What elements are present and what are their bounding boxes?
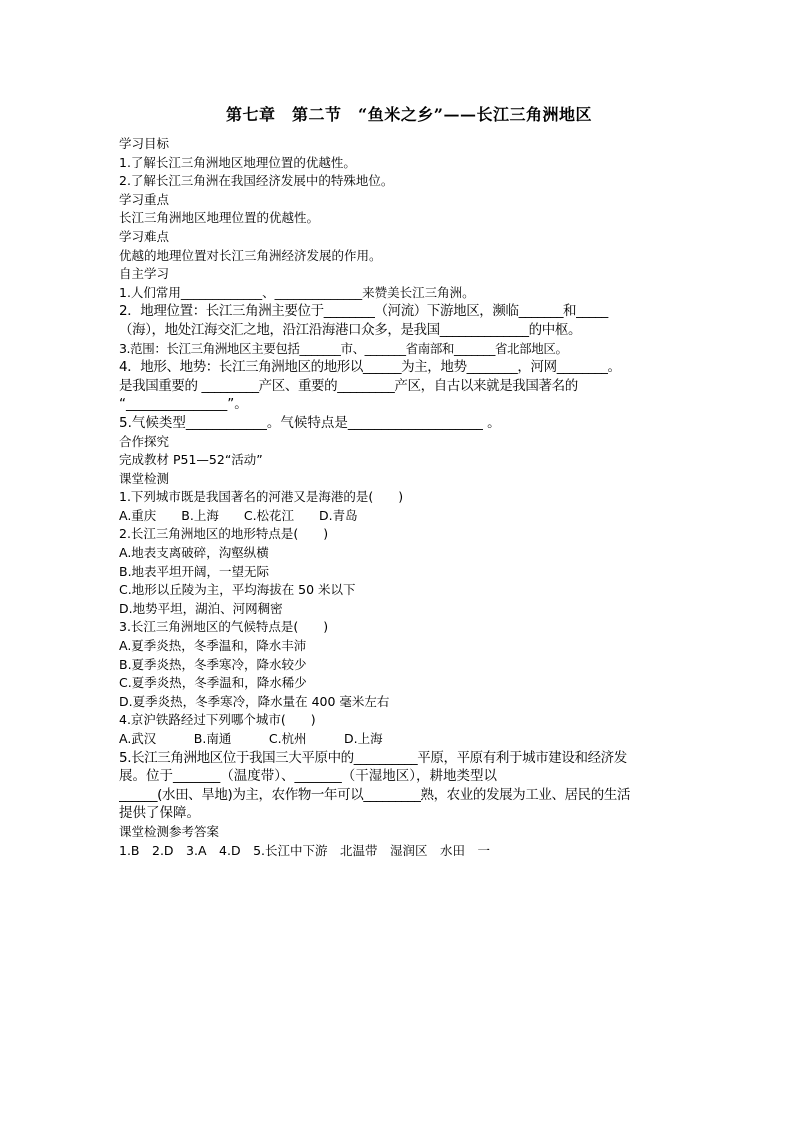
self-study-q2-line1: 2．地理位置：长江三角洲主要位于________（河流）下游地区，濒临_______和_____ (119, 303, 608, 320)
cooperation-text: 完成教材 P51—52“活动” (119, 452, 263, 468)
test-q1-options: A.重庆 B.上海 C.松花江 D.青岛 (119, 507, 358, 523)
self-study-q1: 1.人们常用_____________、______________来赞美长江三角洲。 (119, 284, 475, 300)
self-study-q4-line3: “_______________”。 (119, 396, 248, 413)
test-q5-line1: 5.长江三角洲地区位于我国三大平原中的__________平原，平原有利于城市建设和经济发 (119, 749, 627, 766)
difficulty-text: 优越的地理位置对长江三角洲经济发展的作用。 (119, 247, 382, 263)
self-study-q4-line2: 是我国重要的 _________产区、重要的_________产区，自古以来就是我国著名的 (119, 377, 578, 394)
heading-key-points: 学习重点 (119, 191, 170, 207)
goal-2: 2.了解长江三角洲在我国经济发展中的特殊地位。 (119, 173, 394, 189)
test-q3-option-c: C.夏季炎热，冬季温和，降水稀少 (119, 675, 307, 691)
test-q3: 3.长江三角洲地区的气候特点是( ) (119, 619, 329, 635)
heading-cooperation: 合作探究 (119, 433, 170, 449)
test-q3-option-d: D.夏季炎热，冬季寒冷，降水量在 400 毫米左右 (119, 693, 390, 709)
test-q2-option-d: D.地势平坦，湖泊、河网稠密 (119, 600, 283, 616)
goal-1: 1.了解长江三角洲地区地理位置的优越性。 (119, 154, 356, 170)
document-title: 第七章 第二节 “鱼米之乡”——长江三角洲地区 (226, 105, 592, 124)
key-point-text: 长江三角洲地区地理位置的优越性。 (119, 210, 320, 226)
self-study-q5: 5.气候类型____________。气候特点是____________________ 。 (119, 414, 501, 431)
test-q2: 2.长江三角洲地区的地形特点是( ) (119, 526, 329, 542)
test-q3-option-b: B.夏季炎热，冬季寒冷，降水较少 (119, 656, 307, 672)
self-study-q3: 3.范围：长江三角洲地区主要包括_______市、_______省南部和_______省北部地区。 (119, 340, 568, 356)
test-q2-option-b: B.地表平坦开阔，一望无际 (119, 563, 270, 579)
self-study-q2-line2: （海），地处江海交汇之地，沿江沿海港口众多，是我国______________的中枢。 (119, 321, 582, 338)
test-q5-line3: ______(水田、旱地)为主，农作物一年可以_________熟，农业的发展为工业、居民的生活 (119, 786, 631, 803)
test-q4: 4.京沪铁路经过下列哪个城市( ) (119, 712, 316, 728)
heading-answers: 课堂检测参考答案 (119, 823, 220, 839)
test-q1: 1.下列城市既是我国著名的河港又是海港的是( ) (119, 489, 404, 505)
self-study-q4-line1: 4．地形、地势：长江三角洲地区的地形以______为主，地势________，河网________。 (119, 359, 621, 376)
heading-difficulties: 学习难点 (119, 228, 170, 244)
test-q3-option-a: A.夏季炎热，冬季温和，降水丰沛 (119, 638, 307, 654)
heading-class-test: 课堂检测 (119, 470, 170, 486)
test-q5-line4: 提供了保障。 (119, 805, 200, 822)
answers-text: 1.B 2.D 3.A 4.D 5.长江中下游 北温带 湿润区 水田 一 (119, 842, 491, 858)
heading-learning-goals: 学习目标 (119, 136, 170, 151)
test-q2-option-a: A.地表支离破碎，沟壑纵横 (119, 545, 269, 561)
test-q2-option-c: C.地形以丘陵为主，平均海拔在 50 米以下 (119, 582, 356, 598)
heading-self-study: 自主学习 (119, 266, 170, 282)
document-page (119, 105, 679, 860)
test-q4-options: A.武汉 B.南通 C.杭州 D.上海 (119, 731, 383, 746)
test-q5-line2: 展。位于_______（温度带）、_______（干湿地区），耕地类型以 (119, 768, 497, 785)
